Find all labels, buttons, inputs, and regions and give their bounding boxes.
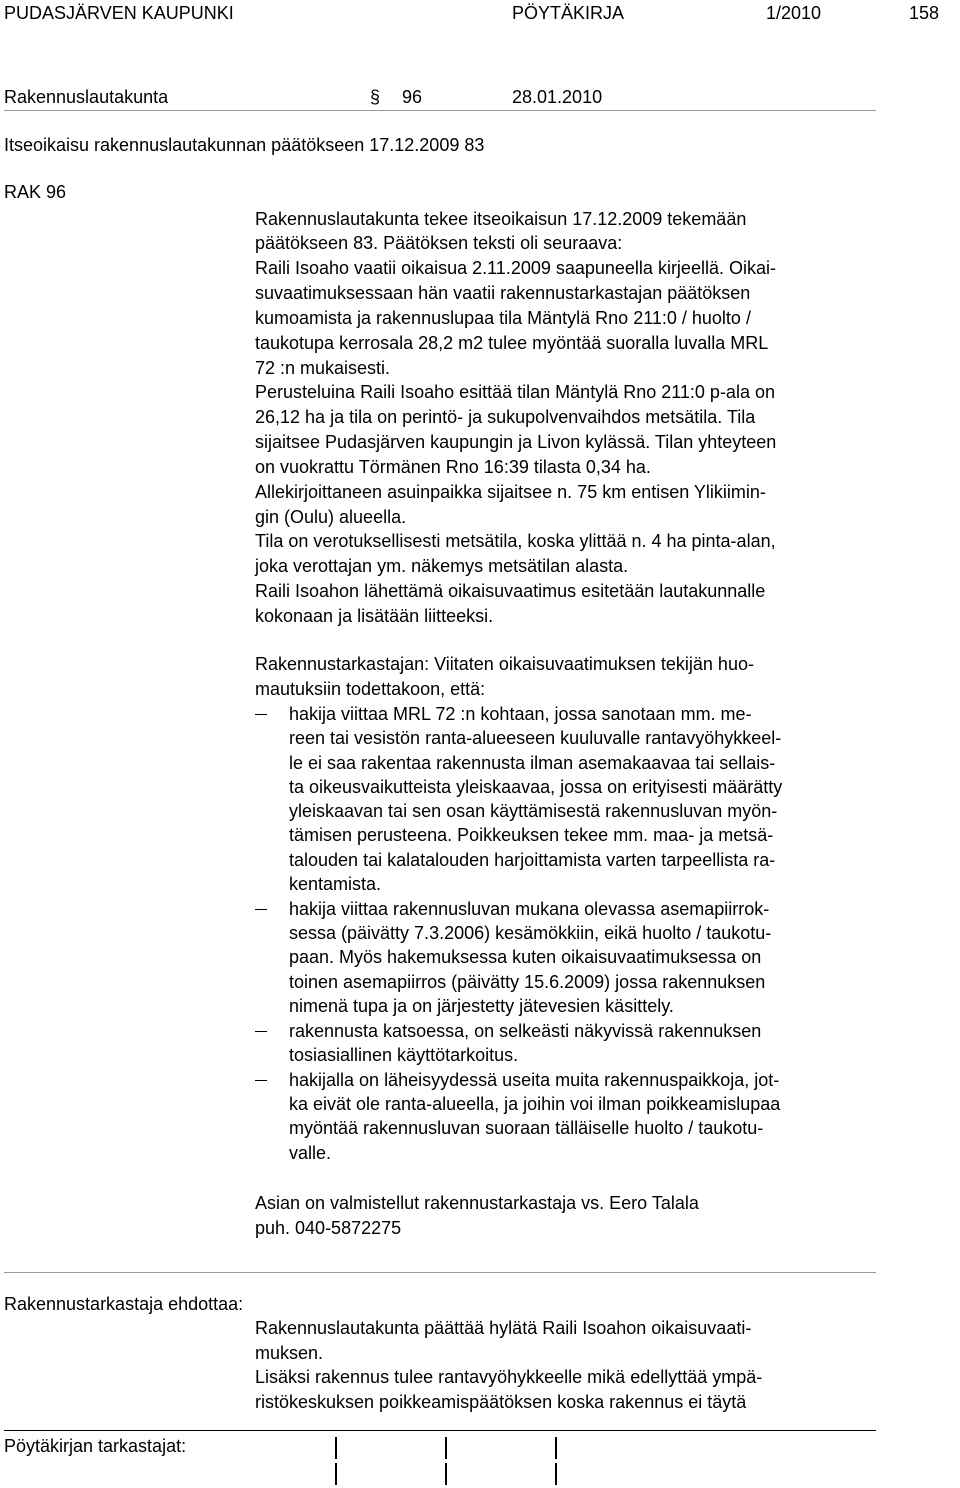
bullet-line: yleiskaavan tai sen osan käyttämisestä rakennusluvan myön- (289, 801, 778, 821)
signature-slot (445, 1463, 447, 1485)
intro-line: 72 :n mukaisesti. (255, 358, 391, 378)
preparer-line: puh. 040-5872275 (255, 1218, 402, 1238)
intro-line: Tila on verotuksellisesti metsätila, koska ylittää n. 4 ha pinta-alan, (255, 531, 776, 551)
bullet-line: hakijalla on läheisyydessä useita muita rakennuspaikkoja, jot- (289, 1070, 780, 1090)
intro-line: Raili Isoahon lähettämä oikaisuvaatimus esitetään lautakunnalle (255, 581, 766, 601)
intro-line: joka verottajan ym. näkemys metsätilan alasta. (255, 556, 629, 576)
org-name: PUDASJÄRVEN KAUPUNKI (4, 3, 234, 23)
bullet-line: rakennusta katsoessa, on selkeästi näkyvissä rakennuksen (289, 1021, 762, 1041)
preparer-line: Asian on valmistellut rakennustarkastaja vs. Eero Talala (255, 1193, 699, 1213)
proposal-label: Rakennustarkastaja ehdottaa: (4, 1294, 244, 1314)
bullet-line: valle. (289, 1143, 332, 1163)
intro-line: gin (Oulu) alueella. (255, 507, 407, 527)
item-ref: RAK 96 (4, 182, 67, 202)
inspector-line: Rakennustarkastajan: Viitaten oikaisuvaatimuksen tekijän huo- (255, 654, 754, 674)
dash-bullet-icon (255, 714, 267, 715)
meeting-date: 28.01.2010 (512, 87, 603, 107)
intro-line: Rakennuslautakunta tekee itseoikaisun 17.12.2009 tekemään (255, 209, 747, 229)
bullet-line: nimenä tupa ja on järjestetty jätevesien käsittely. (289, 996, 674, 1016)
doc-number: 1/2010 (766, 3, 822, 23)
bullet-line: hakija viittaa MRL 72 :n kohtaan, jossa sanotaan mm. me- (289, 704, 752, 724)
header-divider (4, 110, 876, 111)
doc-type: PÖYTÄKIRJA (512, 3, 625, 23)
section-sign-icon: § (370, 87, 381, 107)
bullet-line: le ei saa rakentaa rakennusta ilman asemakaavaa tai sellais- (289, 753, 776, 773)
page-number: 158 (909, 3, 940, 23)
bullet-line: ka eivät ole ranta-alueella, ja joihin voi ilman poikkeamislupaa (289, 1094, 781, 1114)
intro-line: on vuokrattu Törmänen Rno 16:39 tilasta 0,34 ha. (255, 457, 651, 477)
intro-line: päätökseen 83. Päätöksen teksti oli seuraava: (255, 233, 623, 253)
intro-line: taukotupa kerrosala 28,2 m2 tulee myöntää suoralla luvalla MRL (255, 333, 769, 353)
dash-bullet-icon (255, 1080, 267, 1081)
dash-bullet-icon (255, 909, 267, 910)
proposal-divider (4, 1272, 876, 1273)
signature-slot (335, 1437, 337, 1459)
bullet-line: reen tai vesistön ranta-alueeseen kuuluvalle rantavyöhykkeel- (289, 728, 782, 748)
bullet-line: tämisen perusteena. Poikkeuksen tekee mm. maa- ja metsä- (289, 825, 774, 845)
bullet-line: hakija viittaa rakennusluvan mukana olevassa asemapiirrok- (289, 899, 770, 919)
section-number: 96 (402, 87, 423, 107)
intro-line: 26,12 ha ja tila on perintö- ja sukupolvenvaihdos metsätila. Tila (255, 407, 756, 427)
bullet-line: paan. Myös hakemuksessa kuten oikaisuvaatimuksessa on (289, 947, 762, 967)
dash-bullet-icon (255, 1031, 267, 1032)
proposal-line: Lisäksi rakennus tulee rantavyöhykkeelle mikä edellyttää ympä- (255, 1367, 763, 1387)
bullet-line: tosiasiallinen käyttötarkoitus. (289, 1045, 519, 1065)
bullet-line: toinen asemapiirros (päivätty 15.6.2009) jossa rakennuksen (289, 972, 766, 992)
signature-slot (555, 1463, 557, 1485)
intro-line: Allekirjoittaneen asuinpaikka sijaitsee n. 75 km entisen Ylikiimin- (255, 482, 766, 502)
inspector-line: mautuksiin todettakoon, että: (255, 679, 486, 699)
proposal-line: Rakennuslautakunta päättää hylätä Raili Isoahon oikaisuvaati- (255, 1318, 752, 1338)
meeting-body: Rakennuslautakunta (4, 87, 169, 107)
intro-line: sijaitsee Pudasjärven kaupungin ja Livon kylässä. Tilan yhteyteen (255, 432, 777, 452)
intro-line: Perusteluina Raili Isoaho esittää tilan Mäntylä Rno 211:0 p-ala on (255, 382, 775, 402)
proposal-line: muksen. (255, 1343, 324, 1363)
intro-line: kumoamista ja rakennuslupaa tila Mäntylä Rno 211:0 / huolto / (255, 308, 751, 328)
intro-line: Raili Isoaho vaatii oikaisua 2.11.2009 saapuneella kirjeellä. Oikai- (255, 258, 776, 278)
intro-line: kokonaan ja lisätään liitteeksi. (255, 606, 494, 626)
proposal-line: ristökeskuksen poikkeamispäätöksen koska rakennus ei täytä (255, 1392, 747, 1412)
bullet-line: myöntää rakennusluvan suoraan tälläiselle huolto / taukotu- (289, 1118, 764, 1138)
bullet-line: ta oikeusvaikutteista yleiskaavaa, jossa on erityisesti määrätty (289, 777, 783, 797)
bullet-line: sessa (päivätty 7.3.2006) kesämökkiin, eikä huolto / taukotu- (289, 923, 772, 943)
bullet-line: kentamista. (289, 874, 382, 894)
signature-slot (445, 1437, 447, 1459)
intro-line: suvaatimuksessaan hän vaatii rakennustarkastajan päätöksen (255, 283, 751, 303)
signature-slot (335, 1463, 337, 1485)
item-title: Itseoikaisu rakennuslautakunnan päätökseen 17.12.2009 83 (4, 135, 485, 155)
bullet-line: talouden tai kalatalouden harjoittamista varten tarpeellista ra- (289, 850, 776, 870)
signature-slot (555, 1437, 557, 1459)
footer-label: Pöytäkirjan tarkastajat: (4, 1436, 187, 1456)
footer-divider (4, 1430, 876, 1431)
